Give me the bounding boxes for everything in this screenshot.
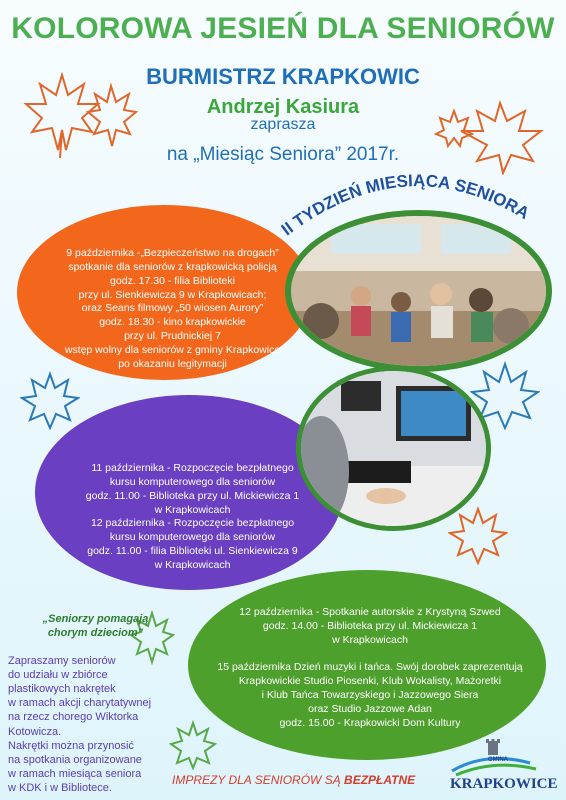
event-line: spotkanie dla seniorów z krapkowicką policją xyxy=(68,260,277,273)
logo-main-text: KRAPKOWICE xyxy=(450,776,558,792)
charity-line: na spotkania organizowane xyxy=(8,753,142,766)
charity-line: w KDK i w Bibliotece. xyxy=(8,781,112,794)
event-line: godz. 18.30 - kino krapkowickie xyxy=(99,316,246,329)
purple-event-text xyxy=(55,462,330,573)
charity-heading-line: chorym dzieciom” xyxy=(47,627,144,640)
event-line: kursu komputerowego dla seniorów xyxy=(109,531,276,544)
charity-line: do udziału w zbiórce xyxy=(8,669,108,682)
week-banner xyxy=(270,150,566,260)
logo-small-text: GMINA xyxy=(488,757,508,763)
event-line: w Krapkowicach xyxy=(332,633,408,646)
charity-line: plastikowych nakrętek xyxy=(8,683,116,696)
charity-line: Zapraszamy seniorów xyxy=(8,655,116,668)
charity-heading-line: „Seniorzy pomagają xyxy=(42,613,149,625)
event-line: godz. 17.30 - filia Biblioteki xyxy=(110,274,235,287)
svg-text:II TYDZIEŃ MIESIĄCA SENIORA xyxy=(278,171,533,239)
event-line: w Krapkowicach xyxy=(154,559,231,572)
orange-event-text xyxy=(40,247,305,372)
green-event-text xyxy=(200,606,540,731)
event-line: oraz Seans filmowy „50 wiosen Aurory” xyxy=(81,302,264,315)
event-line: godz. 14.00 - Biblioteka przy ul. Mickiewicza 1 xyxy=(262,619,478,632)
mayor-name: Andrzej Kasiura xyxy=(206,96,360,118)
free-events-footer xyxy=(172,773,415,787)
charity-heading xyxy=(8,612,183,640)
event-line: godz. 11.00 - Biblioteka przy ul. Mickiewicza 1 xyxy=(85,489,300,502)
event-line: 12 października - Rozpoczęcie bezpłatnego xyxy=(90,517,295,530)
charity-line: w ramach akcji charytatywnej xyxy=(8,697,152,710)
maple-leaf-icon xyxy=(448,505,508,565)
event-spacer xyxy=(200,648,540,662)
footer-text: IMPREZY DLA SENIORÓW SĄ xyxy=(172,773,341,787)
event-line: i Klub Tańca Towarzyskiego i Jazzowego Siera xyxy=(261,689,479,702)
week-banner-text: II TYDZIEŃ MIESIĄCA SENIORA xyxy=(277,171,533,240)
charity-line: na rzecz chorego Wiktorka Kotowicza. xyxy=(8,711,139,738)
charity-notice xyxy=(8,612,183,795)
event-line: 9 października -„Bezpieczeństwo na drogach” xyxy=(66,247,279,259)
event-line: 12 października - Spotkanie autorskie z Krystyną Szwed xyxy=(239,606,501,618)
poster-title: KOLOROWA JESIEŃ DLA SENIORÓW xyxy=(11,12,555,45)
event-line: kursu komputerowego dla seniorów xyxy=(109,475,276,488)
event-line: godz. 11.00 - filia Biblioteki ul. Sienkiewicza 9 xyxy=(87,545,298,558)
event-name: na „Miesiąc Seniora” 2017r. xyxy=(166,144,400,165)
invites-text: zaprasza xyxy=(250,116,316,133)
event-line: w Krapkowicach xyxy=(154,503,231,516)
event-line: wstęp wolny dla seniorów z gminy Krapkowice xyxy=(64,344,281,357)
event-line: oraz Studio Jazzowe Adan xyxy=(308,703,432,716)
mayor-title: BURMISTRZ KRAPKOWIC xyxy=(146,64,420,89)
event-line: godz. 15.00 - Krapkowicki Dom Kultury xyxy=(279,716,461,729)
maple-leaf-icon xyxy=(20,370,80,430)
event-line: Krapkowickie Studio Piosenki, Klub Wokalisty, Mażoretki xyxy=(238,675,502,688)
krapkowice-logo xyxy=(446,737,561,797)
charity-line: Nakrętki można przynosić xyxy=(8,739,134,752)
event-line: po okazaniu legitymacji xyxy=(118,357,227,370)
footer-emphasis: BEZPŁATNE xyxy=(344,773,416,787)
event-line: przy ul. Prudnickiej 7 xyxy=(124,330,221,343)
event-line: przy ul. Sienkiewicza 9 w Krapkowicach; xyxy=(78,288,267,301)
charity-line: w ramach miesiąca seniora xyxy=(8,767,142,780)
event-line: 15 października Dzień muzyki i tańca. Swój dorobek zaprezentują xyxy=(217,661,523,674)
event-line: 11 października - Rozpoczęcie bezpłatnego xyxy=(91,462,294,474)
